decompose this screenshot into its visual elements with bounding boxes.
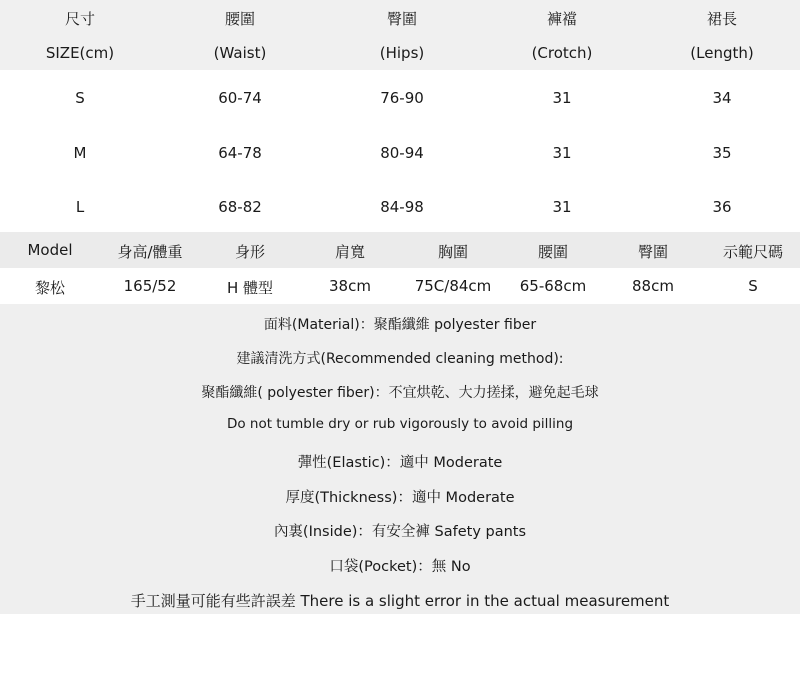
inside-note: 內裏(Inside)：有安全褲 Safety pants — [273, 524, 527, 540]
table-row — [0, 268, 800, 304]
cleaning-instruction-en: Do not tumble dry or rub vigorously to avoid pilling — [226, 416, 574, 432]
waist-cell: 64-78 — [218, 144, 262, 162]
header-length-en: (Length) — [690, 44, 754, 62]
size-cell: M — [73, 144, 87, 162]
header-size-en: SIZE(cm) — [45, 44, 115, 62]
header-crotch-zh: 褲襠 — [546, 10, 577, 28]
header-crotch-en: (Crotch) — [531, 44, 593, 62]
header-waist-en: (Waist) — [213, 44, 267, 62]
header-model: Model — [27, 241, 73, 259]
thickness-note: 厚度(Thickness)：適中 Moderate — [285, 490, 515, 506]
cleaning-instruction-zh: 聚酯纖維( polyester fiber)：不宜烘乾、大力搓揉，避免起毛球 — [201, 385, 599, 401]
waist-cell: 68-82 — [218, 198, 262, 216]
pocket-note: 口袋(Pocket)：無 No — [329, 559, 471, 575]
header-hips-en: (Hips) — [379, 44, 425, 62]
cleaning-method-title: 建議清洗方式(Recommended cleaning method): — [236, 351, 564, 367]
model-height-weight: 165/52 — [123, 277, 177, 295]
waist-cell: 60-74 — [218, 89, 262, 107]
length-cell: 35 — [712, 144, 732, 162]
hips-cell: 84-98 — [380, 198, 424, 216]
size-table-body — [0, 70, 800, 232]
model-waist: 65-68cm — [519, 277, 587, 295]
header-hips-zh: 臀圍 — [386, 10, 417, 28]
model-body-shape: H 體型 — [226, 279, 274, 297]
size-cell: S — [75, 89, 85, 107]
material-note: 面料(Material)：聚酯纖維 polyester fiber — [263, 317, 537, 333]
header-body-shape: 身形 — [234, 243, 265, 261]
header-demo-size: 示範尺碼 — [722, 243, 783, 261]
model-table-header — [0, 232, 800, 268]
header-bust: 胸圍 — [437, 243, 468, 261]
model-demo-size: S — [748, 277, 758, 295]
crotch-cell: 31 — [552, 89, 572, 107]
crotch-cell: 31 — [552, 144, 572, 162]
length-cell: 34 — [712, 89, 732, 107]
hips-cell: 80-94 — [380, 144, 424, 162]
size-cell: L — [75, 198, 85, 216]
crotch-cell: 31 — [552, 198, 572, 216]
model-bust: 75C/84cm — [414, 277, 492, 295]
elastic-note: 彈性(Elastic)：適中 Moderate — [297, 455, 503, 471]
model-hips: 88cm — [632, 277, 674, 295]
header-size-zh: 尺寸 — [64, 10, 95, 28]
model-shoulder: 38cm — [329, 277, 371, 295]
header-length-zh: 裙長 — [706, 10, 737, 28]
length-cell: 36 — [712, 198, 732, 216]
model-name: 黎松 — [34, 279, 65, 297]
header-waist-zh: 腰圍 — [224, 10, 255, 28]
header-waist: 腰圍 — [537, 243, 568, 261]
product-notes — [0, 304, 800, 614]
header-shoulder: 肩寬 — [334, 243, 365, 261]
header-hips: 臀圍 — [637, 243, 668, 261]
measurement-disclaimer: 手工測量可能有些許誤差 There is a slight error in the actual measurement — [130, 592, 670, 610]
header-height-weight: 身高/體重 — [117, 243, 183, 261]
hips-cell: 76-90 — [380, 89, 424, 107]
size-table-header — [0, 0, 800, 70]
